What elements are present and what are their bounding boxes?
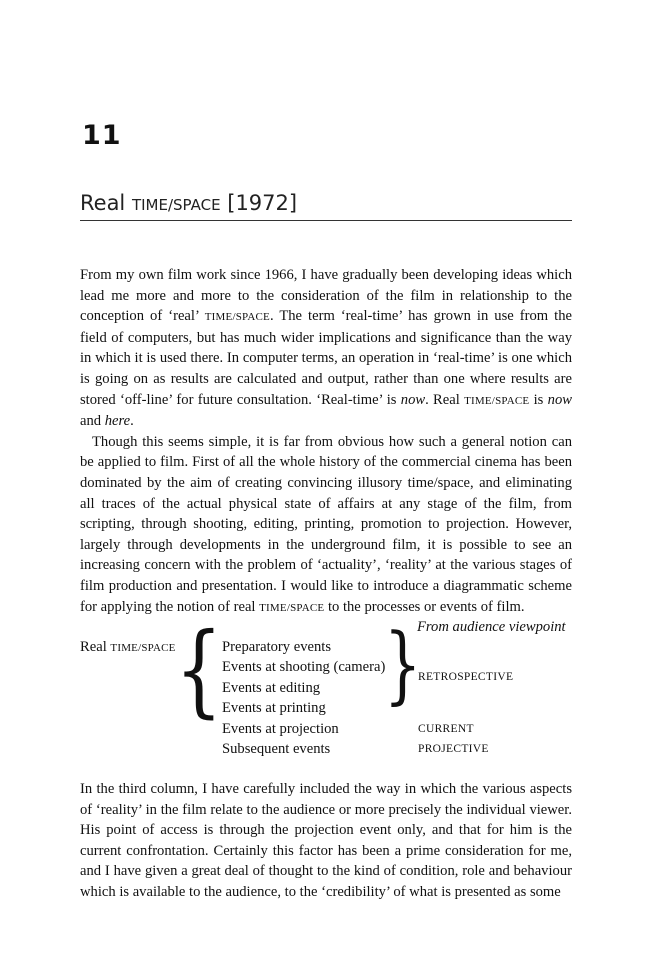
event-item: Subsequent events	[222, 741, 331, 757]
event-item: Events at editing	[222, 680, 321, 696]
chapter-title-main: Real	[80, 191, 132, 216]
scheme-left-label-smallcaps: TIME/SPACE	[110, 642, 176, 654]
event-item: Preparatory events	[222, 639, 332, 655]
projective-label: PROJECTIVE	[418, 743, 489, 755]
p2-text-2: to the processes or events of film.	[324, 598, 525, 615]
p1-text-1: From my own film work since 1966, I have gradually been developing ideas which lead me more and more to the consideration of the film in relationship to the conception of ‘real’	[80, 267, 572, 325]
left-brace: {	[175, 611, 223, 728]
event-item: Events at printing	[222, 700, 326, 716]
p1-text-4: is	[529, 391, 548, 408]
p2-text-1: Though this seems simple, it is far from obvious how such a general notion can be applied to film. First of all the whole history of the commercial cinema has been dominated by the aim of creating convincing illusory time/space, and eliminating all traces of the actual physical state of affairs at any stage of the film, from scripting, through shooting, editing, printing, promotion to projection. However, largely through developments in the underground film, it is possible to see an increasing concern with the problem of ‘actuality’, ‘reality’ at the various stages of film production and presentation. I would like to introduce a diagrammatic scheme for applying the notion of real	[80, 433, 572, 615]
p1-text-3: . Real	[425, 391, 465, 408]
chapter-title-year: [1972]	[220, 191, 298, 216]
p2-smallcaps: TIME/SPACE	[259, 601, 325, 614]
right-brace: }	[384, 615, 422, 713]
p1-smallcaps-1: TIME/SPACE	[204, 311, 270, 324]
p1-italic-now-2: now	[547, 391, 572, 408]
chapter-title-smallcaps: TIME/SPACE	[131, 196, 221, 215]
scheme-left-label	[80, 640, 176, 655]
chapter-number: 11	[82, 120, 122, 151]
scheme-left-label-text: Real	[80, 639, 111, 655]
event-item: Events at shooting (camera)	[222, 659, 386, 675]
p1-text-5: and	[80, 413, 105, 430]
p1-smallcaps-2: TIME/SPACE	[464, 394, 530, 407]
paragraph-3: In the third column, I have carefully included the way in which the various aspects of ‘reality’ in the film relate to the audience or more precisely the individual viewer. His point of access is through the projection event only, and that for him is the current confrontation. Certainly this factor has been a prime consideration for me, and I have given a great deal of thought to the kind of condition, role and behaviour which is available to the audience, to the ‘credibility’ of what is presented as some	[80, 781, 572, 900]
event-item: Events at projection	[222, 721, 339, 737]
p1-text-2: . The term ‘real-time’ has grown in use from the field of computers, but has much wider implications and significance than the way in which it is used there. In computer terms, an operation in ‘real-time’ is one which is going on as results are calculated and output, rather than one where results are stored ‘off-line’ for future consultation. ‘Real-time’ is	[80, 308, 573, 408]
p1-italic-now-1: now	[400, 391, 426, 408]
body-text-bottom	[80, 779, 572, 903]
p1-italic-here: here	[104, 413, 131, 430]
p1-text-6: .	[130, 413, 134, 430]
viewpoint-label: From audience viewpoint	[417, 619, 566, 635]
retrospective-label: RETROSPECTIVE	[418, 671, 514, 683]
current-label: CURRENT	[418, 723, 474, 735]
